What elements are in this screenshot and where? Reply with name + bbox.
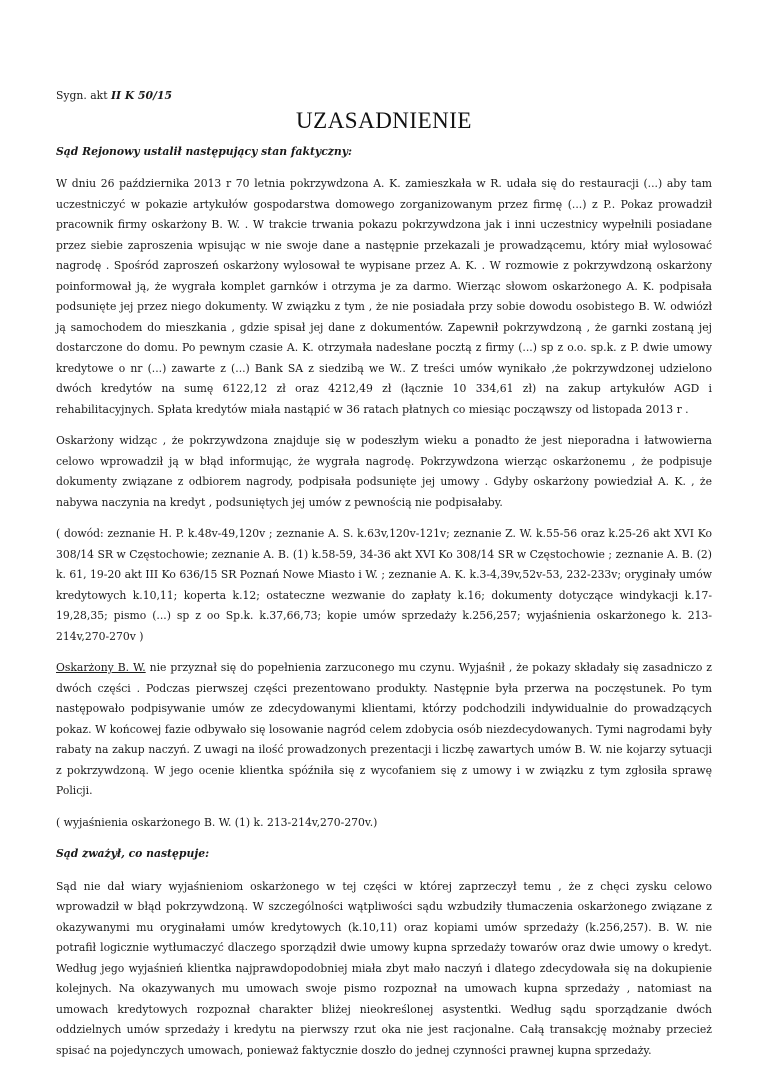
case-signature-prefix: Sygn. akt — [56, 89, 108, 102]
paragraph-defendant-explanation-text: nie przyznał się do popełnienia zarzuconego mu czynu. Wyjaśnił , że pokazy składały się zasadniczo z dwóch części . Podczas pierwszej części prezentowano produkty. Następnie była przerwa na poczęstunek. Po tym następowało podpisywanie umów ze zdecydowanymi klientami, którzy podchodzili indywidualnie do prowadzących pokaz. W końcowej fazie odbywało się losowanie nagród celem zdobycia osób niezdecydowanych. Tymi nagrodami były rabaty na zakup naczyń. Z uwagi na ilość prowadzonych prezentacji i liczbę zawartych umów B. W. nie kojarzy sytuacji z pokrzywdzoną. W jego ocenie klientka spóźniła się z wycofaniem się z umowy i w związku z tym zgłosiła sprawę Policji. — [56, 661, 712, 797]
document-title: UZASADNIENIE — [296, 108, 472, 133]
paragraph-reasoning: Sąd nie dał wiary wyjaśnieniom oskarżonego w tej części w której zaprzeczył temu , że z chęci zysku celowo wprowadził w błąd pokrzywdzoną. W szczególności wątpliwości sądu wzbudziły tłumaczenia oskarżonego związane z okazywanymi mu oryginałami umów kredytowych (k.10,11) oraz kopiami umów sprzedaży (k.256,257). B. W. nie potrafił logicznie wytłumaczyć dlaczego sporządził dwie umowy kupna sprzedaży towarów oraz dwie umowy o kredyt. Według jego wyjaśnień klientka najprawdopodobniej miała zbyt mało naczyń i dlatego zdecydowała się na dokupienie kolejnych. Na okazywanych mu umowach swoje pismo rozpoznał na umowach kupna sprzedaży , natomiast na umowach kredytowych rozpoznał charakter bliżej nieokreślonej asystentki. Według sądu sporządzanie dwóch oddzielnych umów sprzedaży i kredytu na pierwszy rzut oka nie jest racjonalne. Całą transakcję możnaby przecież spisać na pojedynczych umowach, ponieważ faktycznie doszło do jednej czynności prawnej kupna sprzedaży. — [56, 879, 712, 1057]
section-heading-reasoning: Sąd zważył, co następuje: — [56, 847, 210, 860]
paragraph-evidence: ( dowód: zeznanie H. P. k.48v-49,120v ; zeznanie A. S. k.63v,120v-121v; zeznanie Z. W. k.55-56 oraz k.25-26 akt XVI Ko 308/14 SR w Częstochowie; zeznanie A. B. (1) k.58-59, 34-36 akt XVI Ko 308/14 SR w Częstochowie ; zeznanie A. B. (2) k. 61, 19-20 akt III Ko 636/15 SR Poznań Nowe Miasto i W. ; zeznanie A. K. k.3-4,39v,52v-53, 232-233v; oryginały umów kredytowych k.10,11; koperta k.12; ostateczne wezwanie do zapłaty k.16; dokumenty dotyczące windykacji k.17-19,28,35; pismo (...) sp z oo Sp.k. k.37,66,73; kopie umów sprzedaży k.256,257; wyjaśnienia oskarżonego k. 213-214v,270-270v ) — [56, 527, 712, 643]
section-heading-facts: Sąd Rejonowy ustalił następujący stan faktyczny: — [56, 144, 353, 158]
paragraph-explanation-ref: ( wyjaśnienia oskarżonego B. W. (1) k. 213-214v,270-270v.) — [56, 815, 378, 829]
paragraph-defendant-explanation — [56, 658, 712, 802]
case-signature — [56, 86, 712, 108]
paragraph-facts-1: W dniu 26 października 2013 r 70 letnia pokrzywdzona A. K. zamieszkała w R. udała się do restauracji (...) aby tam uczestniczyć w pokazie artykułów gospodarstwa domowego zorganizowanym przez firmę (...) z P.. Pokaz prowadził pracownik firmy oskarżony B. W. . W trakcie trwania pokazu pokrzywdzona jak i inni uczestnicy wypełnili posiadane przez siebie zaproszenia wpisując w nie swoje dane a następnie przekazali je prowadzącemu, który miał wylosować nagrodę . Spośród zaproszeń oskarżony wylosował te wypisane przez A. K. . W rozmowie z pokrzywdzoną oskarżony poinformował ją, że wygrała komplet garnków i otrzyma je za darmo. Wierząc słowom oskarżonego A. K. podpisała podsunięte jej przez niego dokumenty. W związku z tym , że nie posiadała przy sobie dowodu osobistego B. W. odwiózł ją samochodem do mieszkania , gdzie spisał jej dane z dokumentów. Zapewnił pokrzywdzoną , że garnki zostaną jej dostarczone do domu. Po pewnym czasie A. K. otrzymała nadesłane pocztą z firmy (...) sp z o.o. sp.k. z P. dwie umowy kredytowe o nr (...) zawarte z (...) Bank SA z siedzibą we W.. Z treści umów wynikało ,że pokrzywdzonej udzielono dwóch kredytów na sumę 6122,12 zł oraz 4212,49 zł (łącznie 10 334,61 zł) na zakup artykułów AGD i rehabilitacyjnych. Spłata kredytów miała nastąpić w 36 ratach płatnych co miesiąc począwszy od listopada 2013 r . — [56, 177, 712, 416]
paragraph-facts-2: Oskarżony widząc , że pokrzywdzona znajduje się w podeszłym wieku a ponadto że jest nieporadna i łatwowierna celowo wprowadził ją w błąd informując, że wygrała nagrodę. Pokrzywdzona wierząc oskarżonemu , że podpisuje dokumenty związane z odbiorem nagrody, podpisała podsunięte jej umowy . Gdyby oskarżony powiedział A. K. , że nabywa naczynia na kredyt , podsuniętych jej umów z pewnością nie podpisałaby. — [56, 434, 712, 509]
defendant-name-underlined: Oskarżony B. W. — [56, 661, 146, 674]
document-page — [56, 86, 712, 1072]
case-number: II K 50/15 — [110, 89, 172, 102]
